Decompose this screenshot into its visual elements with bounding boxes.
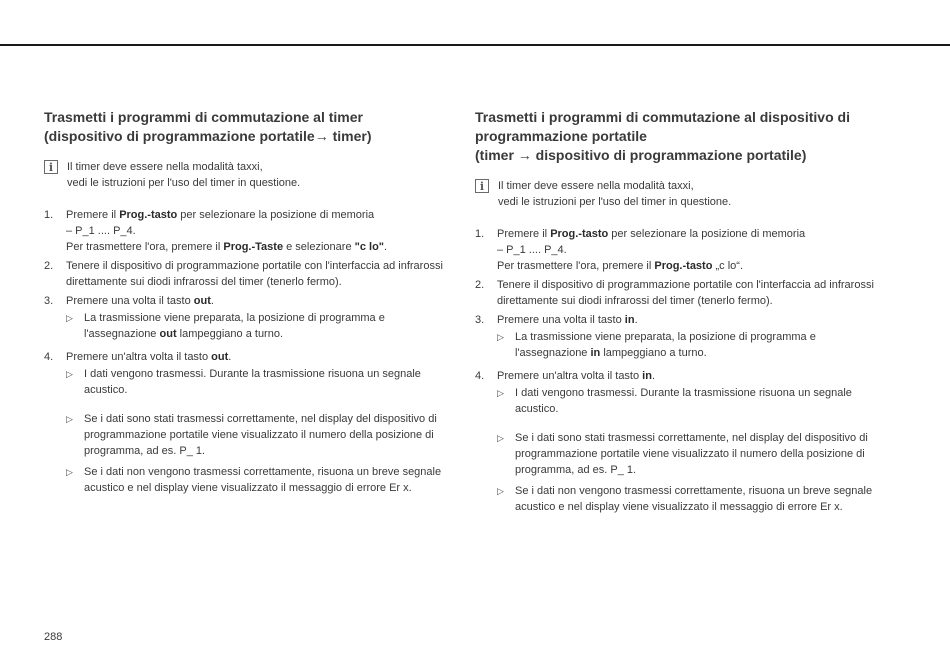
right-step-4-result-1: ▷ I dati vengono trasmessi. Durante la trasmissione risuona un segnale acustico. — [497, 387, 852, 415]
right-step-4-result-2: ▷ Se i dati sono stati trasmessi correttamente, nel display del dispositivo di programmazione portatile viene visualizzato il numero della posizione di programma, ad es. P_ 1. — [497, 432, 868, 476]
triangle-bullet-icon: ▷ — [66, 369, 73, 379]
triangle-bullet-icon: ▷ — [497, 486, 504, 496]
left-step-3: 3. Premere una volta il tasto out. ▷ La trasmissione viene preparata, la posizione di programma e l'assegnazione out lampeggiano a turno. — [44, 293, 464, 342]
right-step-3: 3. Premere una volta il tasto in. ▷ La trasmissione viene preparata, la posizione di programma e l'assegnazione in lampeggiano a turno. — [475, 312, 895, 361]
right-column — [475, 108, 895, 518]
triangle-bullet-icon: ▷ — [497, 388, 504, 398]
left-step-4-result-1: ▷ I dati vengono trasmessi. Durante la trasmissione risuona un segnale acustico. — [66, 368, 421, 396]
right-step-4-result-3: ▷ Se i dati non vengono trasmessi correttamente, risuona un breve segnale acustico e nel display viene visualizzato il messaggio di errore Er x. — [497, 485, 873, 513]
left-heading: Trasmetti i programmi di commutazione al timer (dispositivo di programmazione portatile→ timer) — [44, 109, 372, 144]
left-step-2: 2. Tenere il dispositivo di programmazione portatile con l'interfaccia ad infrarossi direttamente sui diodi infrarossi del timer (tenerlo fermo). — [44, 260, 443, 288]
left-info-note: i Il timer deve essere nella modalità taxxi, vedi le istruzioni per l'uso del timer in questione. — [44, 159, 464, 191]
triangle-bullet-icon: ▷ — [66, 313, 73, 323]
right-info-note: i Il timer deve essere nella modalità taxxi, vedi le istruzioni per l'uso del timer in questione. — [475, 178, 895, 210]
left-step-3-result: ▷ La trasmissione viene preparata, la posizione di programma e l'assegnazione out lampeggiano a turno. — [66, 312, 385, 340]
right-steps — [475, 226, 895, 515]
left-step-4: 4. Premere un'altra volta il tasto out. ▷ I dati vengono trasmessi. Durante la trasmissione risuona un segnale acustico. ▷ Se i dati sono stati trasmessi correttamente, nel display del dispositivo di programmazione portatile viene visualizzato il numero della posizione di programma, ad es. P_ 1. ▷ Se i dati non vengono trasmessi correttamente, risuona un breve segnale acustico e nel display viene visualizzato il messaggio di errore Er x. — [44, 349, 464, 496]
right-step-4: 4. Premere un'altra volta il tasto in. ▷ I dati vengono trasmessi. Durante la trasmissione risuona un segnale acustico. ▷ Se i dati sono stati trasmessi correttamente, nel display del dispositivo di programmazione portatile viene visualizzato il numero della posizione di programma, ad es. P_ 1. ▷ Se i dati non vengono trasmessi correttamente, risuona un breve segnale acustico e nel display viene visualizzato il messaggio di errore Er x. — [475, 368, 895, 515]
left-steps — [44, 207, 464, 496]
right-step-2: 2. Tenere il dispositivo di programmazione portatile con l'interfaccia ad infrarossi direttamente sui diodi infrarossi del timer (tenerlo fermo). — [475, 279, 874, 307]
right-step-3-result: ▷ La trasmissione viene preparata, la posizione di programma e l'assegnazione in lampeggiano a turno. — [497, 331, 816, 359]
left-step-4-result-3: ▷ Se i dati non vengono trasmessi correttamente, risuona un breve segnale acustico e nel display viene visualizzato il messaggio di errore Er x. — [66, 466, 442, 494]
triangle-bullet-icon: ▷ — [497, 433, 504, 443]
right-heading: Trasmetti i programmi di commutazione al dispositivo di programmazione portatile (timer → dispositivo di programmazione portatile) — [475, 109, 850, 163]
left-column — [44, 108, 464, 499]
info-icon: i — [44, 160, 58, 174]
left-step-1: 1. Premere il Prog.-tasto per selezionare la posizione di memoria – P_1 .... P_4. Per trasmettere l'ora, premere il Prog.-Taste e selezionare "c lo". — [44, 209, 388, 253]
right-step-1: 1. Premere il Prog.-tasto per selezionare la posizione di memoria – P_1 .... P_4. Per trasmettere l'ora, premere il Prog.-tasto „c lo“. — [475, 228, 806, 272]
info-icon: i — [475, 179, 489, 193]
page-number: 288 — [44, 631, 63, 643]
triangle-bullet-icon: ▷ — [66, 467, 73, 477]
top-rule — [0, 44, 950, 46]
triangle-bullet-icon: ▷ — [497, 332, 504, 342]
left-step-4-result-2: ▷ Se i dati sono stati trasmessi correttamente, nel display del dispositivo di programmazione portatile viene visualizzato il numero della posizione di programma, ad es. P_ 1. — [66, 413, 437, 457]
triangle-bullet-icon: ▷ — [66, 414, 73, 424]
